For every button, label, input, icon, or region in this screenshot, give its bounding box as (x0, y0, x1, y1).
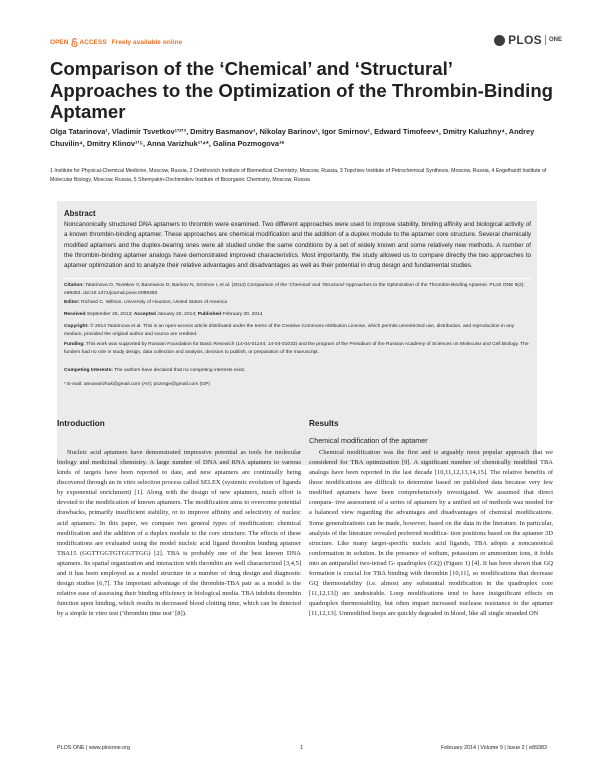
abstract-heading: Abstract (64, 209, 96, 218)
abstract-text: Noncanonically structured DNA aptamers to thrombin were examined. Two different approaches were used to improve stability, binding affinity and biological activity of a known thrombin-binding aptamer. These approaches are chemical modification and the addition of a duplex module to the aptamer core structure. Several chemically modified aptamers and the duplex-bearing ones were all studied under the same conditions by a set of widely known and some relatively new methods. A number of the thrombin-binding aptamer analogs have demonstrated improved characteristics. Most importantly, the study allowed us to compare directly the two approaches to aptamer optimization and to analyze their relative advantages and disadvantages as well as their potential in drug design and fundamental studies. (64, 221, 531, 270)
accepted-date: January 20, 2014; (157, 312, 197, 317)
correspondence-email: * E-mail: annavarizhuk@gmail.com (AV); pozmge@gmail.com (GP) (64, 382, 211, 387)
competing-label: Competing Interests: (64, 368, 113, 373)
citation-text: Tatarinova O, Tsvetkov V, Basmanov D, Barinov N, Smirnov I, et al. (2014) Comparison of the ‘Chemical’ and ‘Structural’ Approaches to the Optimization of the Thrombin-Binding Aptamer. PLoS ONE 9(2): e89383. doi:10.1371/journal.pone.0089383 (64, 283, 525, 296)
introduction-paragraph: Nucleic acid aptamers have demonstrated impressive potential as tools for molecular biology and medicinal chemistry. A large number of DNA and RNA aptamers to various kinds of targets have been reported to date, and new aptamers are continually being discovered through an in vitro selection process called SELEX (systemic evolution of ligands by exponential enrichment) [1]. Along with the design of new aptamers, much effort is devoted to the modification of known aptamers. The modification aims to overcome potential drawbacks, primarily insufficient stability, or to improve affinity and selectivity of nucleic acid aptamers. In this paper, we compare two general types of modification: chemical modification and the addition of a duplex module to the core structure. The effects of these modifications are evaluated using the model nucleic acid ligand thrombin binding aptamer TBA15 (GGTTGGTGTGGTTGG) [2]. TBA is probably one of the best known DNA aptamers. Its spatial organization and interaction with thrombin are well characterized [3,4,5] and it has been employed as a model structure in a number of drug design and diagnostic design studies [6,7]. The important advantage of the thrombin-TBA pair as a model is the relative ease of assessing their binding efficiency in biological media. TBA inhibits thrombin function upon binding, which results in decreased blood clotting time, which can be detected by a simple in vitro test (‘thrombin time test’ [8]). (57, 449, 301, 618)
results-paragraph: Chemical modification was the first and is arguably most popular approach that we considered for TBA optimization [9]. A significant number of chemically modified TBA analogs have been reported in the last decade [10,11,12,13,14,15]. The relative benefits of those modifications are difficult to determine based on published data because very few modified aptamers have been comprehensively investigated. We assumed that direct compara- tive assessment of a series of aptamers by a unified set of methods was needed for a balanced view regarding the advantages and disadvantages of chemical modifications. Some generalizations can be made, however, based on the data in the literature. In particular, analysis of the literature revealed preferred modifica- tion positions based on the aptamer 3D structure. Like many target-specific nucleic acid ligands, TBA adopts a noncanonical conformation in solution. In the presence of sodium, potassium or ammonium ions, it folds into an antiparallel two-tetrad G- quadruplex (GQ) (Figure 1) [4]. It has been shown that GQ formation is crucial for TBA binding with thrombin [10,11], so modifications that decrease GQ thermostability (i.e. almost any substantial modification in the quadruplex core [11,12,13]) are undesirable. Loop modifications tend to have insignificant effects on quadruplex thermostability, but often impart increased nuclease resistance to the aptamer [11,12,13]. Unmodified loops are quickly degraded in blood, like all single stranded ON (309, 449, 553, 618)
footer-issue: February 2014 | Volume 9 | Issue 2 | e89383 (440, 745, 547, 751)
editor-block (64, 299, 531, 307)
citation-block (64, 282, 531, 298)
published-label: Published (197, 312, 222, 317)
citation-label: Citation: (64, 283, 84, 288)
plos-one-suffix: ONE (548, 37, 562, 43)
copyright-block (64, 323, 531, 339)
competing-text: The authors have declared that no competing interests exist. (114, 368, 246, 373)
affiliations: 1 Institute for Physical-Chemical Medicine, Moscow, Russia, 2 Orekhovich Institute of Biomedical Chemistry, Moscow, Russia, 3 Topchiev Institute of Petrochemical Synthesis, Moscow, Russia, 4 Engelhardt Institute of Molecular Biology, Moscow, Russia, 5 Shemyakin-Ovchinnikov Institute of Bioorganic Chemistry, Moscow, Russia (50, 168, 547, 183)
open-access-badge (50, 38, 182, 47)
open-lock-icon (71, 38, 78, 47)
plos-wordmark: PLOS (508, 33, 542, 47)
editor-label: Editor: (64, 300, 80, 305)
footer-journal: PLOS ONE | www.plosone.org (57, 745, 131, 751)
received-label: Received (64, 312, 86, 317)
plos-logo-icon (494, 35, 505, 46)
open-access-label: OPEN (50, 39, 69, 46)
funding-text: This work was supported by Russian Foundation for Basic Research (14-04-01244; 14-04-01033) and the program of the Presidium of the Russian Academy of Sciences on Molecular and Cell Biology. The funders had no role in study design, data collection and analysis, decision to publish, or preparation of the manuscript. (64, 342, 529, 355)
results-heading: Results (309, 419, 339, 428)
copyright-label: Copyright: (64, 324, 89, 329)
author-list: Olga Tatarinova¹, Vladimir Tsvetkov¹ʼ²ʼ³, Dmitry Basmanov¹, Nikolay Barinov¹, Igor Smirnov¹, Edward Timofeev⁴, Dmitry Kaluzhny⁴, Andrey Chuvilin⁴, Dmitry Klinov¹ʼ⁵, Anna Varizhuk¹ʼ⁴*, Galina Pozmogova¹* (50, 127, 535, 148)
page-footer (57, 745, 547, 755)
dates-block (64, 311, 531, 319)
published-date: February 20, 2014 (222, 312, 263, 317)
editor-text: Richard C. Willson, University of Houston, United States of America (81, 300, 228, 305)
received-date: September 26, 2013; (86, 312, 133, 317)
funding-label: Funding: (64, 342, 85, 347)
introduction-heading: Introduction (57, 419, 105, 428)
introduction-column (57, 448, 301, 619)
competing-interests-block (64, 367, 531, 375)
logo-divider (545, 35, 546, 45)
funding-block (64, 341, 531, 357)
divider (64, 278, 531, 279)
open-access-label-2: ACCESS (79, 39, 107, 46)
accepted-label: Accepted (133, 312, 156, 317)
copyright-text: © 2014 Tatarinova et al. This is an open-access article distributed under the terms of the Creative Commons Attribution License, which permits unrestricted use, distribution, and reproduction in any medium, provided the original author and source are credited. (64, 324, 515, 337)
results-subheading: Chemical modification of the aptamer (309, 436, 428, 445)
article-title: Comparison of the ‘Chemical’ and ‘Structural’ Approaches to the Optimization of the Thrombin-Binding Aptamer (50, 58, 554, 122)
plos-one-logo (494, 33, 562, 47)
results-column (309, 448, 553, 619)
page-number: 1 (300, 745, 303, 751)
freely-available-label: Freely available online (111, 39, 183, 46)
